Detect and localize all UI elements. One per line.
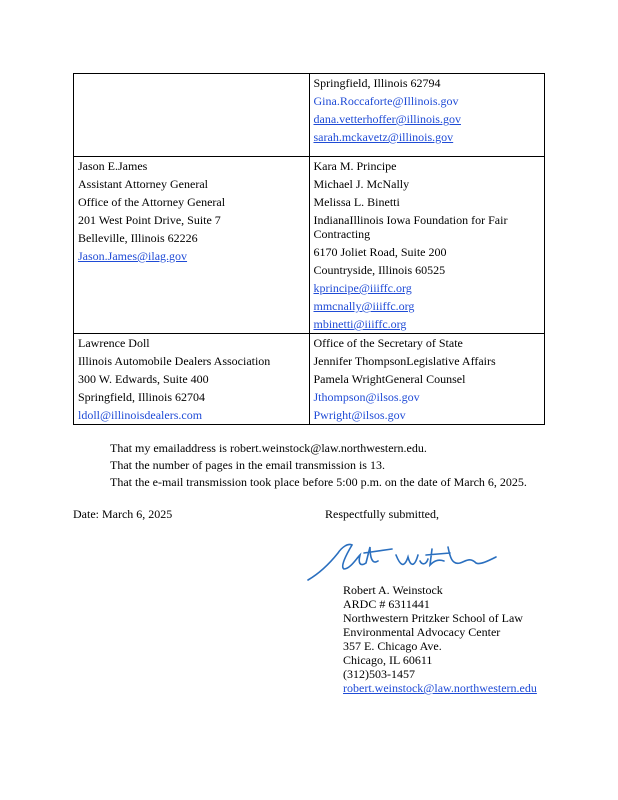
email-text[interactable]: Jthompson@ilsos.gov [313, 390, 420, 404]
contact-line: Pamela WrightGeneral Counsel [313, 372, 466, 386]
contact-line: Assistant Attorney General [78, 177, 208, 191]
email-link[interactable]: mbinetti@iiiffc.org [313, 317, 407, 331]
signer-line: Chicago, IL 60611 [343, 653, 433, 667]
contact-line: Springfield, Illinois 62704 [78, 390, 205, 404]
contact-line: Melissa L. Binetti [313, 195, 400, 209]
address-line: Springfield, Illinois 62794 [313, 76, 441, 90]
contact-line: Jason E.James [78, 159, 148, 173]
contact-line: Illinois Automobile Dealers Association [78, 354, 271, 368]
date-line: Date: March 6, 2025 [73, 507, 173, 521]
email-link[interactable]: Jason.James@ilag.gov [78, 249, 188, 263]
statement-line: That the number of pages in the email transmission is 13. [110, 458, 385, 472]
email-text[interactable]: ldoll@illinoisdealers.com [78, 408, 203, 422]
signer-ardc: ARDC # 6311441 [343, 597, 430, 611]
closing-text: Respectfully submitted, [325, 507, 439, 521]
email-text[interactable]: Gina.Roccaforte@Illinois.gov [313, 94, 459, 108]
table-cell-illinois-contacts [309, 74, 545, 157]
email-text[interactable]: Pwright@ilsos.gov [313, 408, 406, 422]
certification-statements [110, 440, 527, 491]
contact-line: Belleville, Illinois 62226 [78, 231, 198, 245]
contact-line: 300 W. Edwards, Suite 400 [78, 372, 209, 386]
signer-name: Robert A. Weinstock [343, 583, 443, 597]
signer-line: Environmental Advocacy Center [343, 625, 501, 639]
organization-name: IndianaIllinois Iowa Foundation for Fair Contracting [313, 213, 508, 241]
table-cell-attorney-general [74, 157, 310, 334]
contact-line: Lawrence Doll [78, 336, 150, 350]
statement-line: That the e-mail transmission took place before 5:00 p.m. on the date of March 6, 2025. [110, 475, 527, 489]
contact-line: 201 West Point Drive, Suite 7 [78, 213, 221, 227]
email-link[interactable]: dana.vetterhoffer@illinois.gov [313, 112, 461, 126]
signer-phone: (312)503-1457 [343, 667, 415, 681]
contact-line: Kara M. Principe [313, 159, 397, 173]
table-cell-secretary-of-state [309, 334, 545, 425]
handwritten-signature [300, 535, 510, 585]
table-cell-foundation [309, 157, 545, 334]
signature-block [343, 583, 537, 695]
contact-line: Office of the Secretary of State [313, 336, 463, 350]
signer-line: 357 E. Chicago Ave. [343, 639, 442, 653]
email-link[interactable]: kprincipe@iiiffc.org [313, 281, 412, 295]
statement-line: That my emailaddress is robert.weinstock@law.northwestern.edu. [110, 441, 427, 455]
email-link[interactable]: mmcnally@iiiffc.org [313, 299, 415, 313]
service-list-table [73, 73, 545, 425]
email-link[interactable]: sarah.mckavetz@illinois.gov [313, 130, 454, 144]
address-line: Countryside, Illinois 60525 [313, 263, 446, 277]
contact-line: Michael J. McNally [313, 177, 410, 191]
signer-email-link[interactable]: robert.weinstock@law.northwestern.edu [343, 681, 537, 695]
contact-line: Office of the Attorney General [78, 195, 226, 209]
contact-line: Jennifer ThompsonLegislative Affairs [313, 354, 496, 368]
table-cell-empty [74, 74, 310, 157]
table-cell-dealers-association [74, 334, 310, 425]
signer-line: Northwestern Pritzker School of Law [343, 611, 523, 625]
address-line: 6170 Joliet Road, Suite 200 [313, 245, 447, 259]
